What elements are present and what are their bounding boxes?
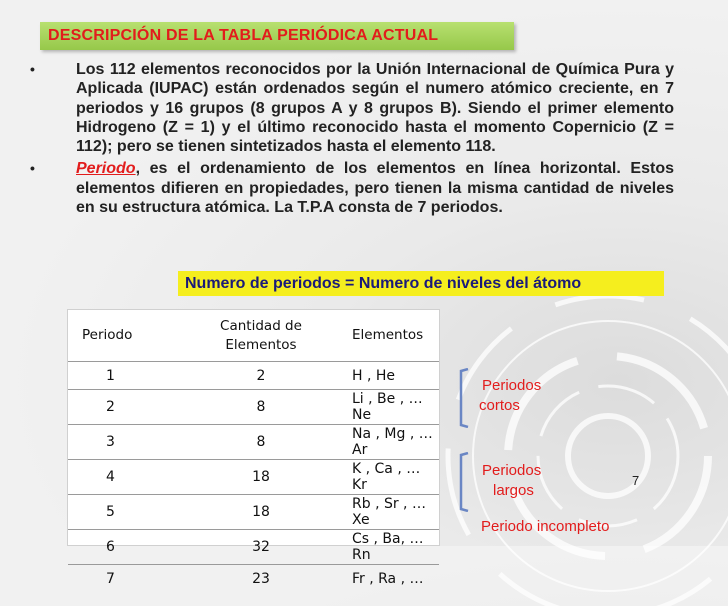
bullet-text xyxy=(76,159,674,217)
table-row xyxy=(68,460,439,495)
bullet-dot-icon: • xyxy=(30,160,35,177)
cell-cantidad: 8 xyxy=(256,399,266,416)
cell-cantidad: 18 xyxy=(252,469,270,486)
bullet-item-periodo xyxy=(30,159,674,217)
table-row xyxy=(68,390,439,425)
cell-periodo: 2 xyxy=(106,399,115,416)
cell-periodo: 6 xyxy=(106,539,115,556)
header-elementos: Elementos xyxy=(352,327,424,343)
periodo-term: Periodo xyxy=(76,160,136,178)
bracket-icon-cortos xyxy=(456,368,470,428)
note-periodos-largos xyxy=(482,461,541,501)
cell-periodo: 4 xyxy=(106,469,115,486)
cell-elementos: Li , Be , … Ne xyxy=(352,391,423,424)
cell-periodo: 7 xyxy=(106,570,115,587)
table-row xyxy=(68,425,439,460)
bullet-dot-icon: • xyxy=(30,61,35,77)
cell-elementos: H , He xyxy=(352,367,396,384)
note-largos-line1: Periodos xyxy=(482,462,542,479)
cell-cantidad: 2 xyxy=(256,367,266,384)
cell-elementos: Cs , Ba, … Rn xyxy=(352,531,424,564)
header-periodo: Periodo xyxy=(82,327,133,343)
note-periodo-incompleto: Periodo incompleto xyxy=(481,518,610,535)
note-cortos-line2: cortos xyxy=(479,397,520,414)
table-row xyxy=(68,495,439,530)
highlight-text: Numero de periodos = Numero de niveles del átomo xyxy=(185,274,582,292)
note-periodos-cortos xyxy=(479,376,542,416)
note-largos-line2: largos xyxy=(493,482,534,499)
table-row xyxy=(68,530,439,565)
slide-title: DESCRIPCIÓN DE LA TABLA PERIÓDICA ACTUAL xyxy=(48,27,439,44)
highlight-box xyxy=(178,271,664,296)
header-cantidad-line2: Elementos xyxy=(225,336,297,353)
header-cantidad-line1: Cantidad de xyxy=(220,317,302,334)
page-number: 7 xyxy=(632,473,640,488)
table-header-row xyxy=(68,310,439,362)
periodo-definition: , es el ordenamiento de los elementos en línea horizontal. Estos elementos difieren en propiedades, pero tienen la misma cantidad de niveles en su estructura atómica. La T.P.A consta de 7 periodos. xyxy=(76,160,674,217)
cell-elementos: Na , Mg , … Ar xyxy=(352,426,433,459)
bracket-icon-largos xyxy=(456,452,470,512)
cell-cantidad: 23 xyxy=(252,570,270,587)
note-cortos-line1: Periodos xyxy=(482,377,542,394)
cell-cantidad: 32 xyxy=(252,539,270,556)
cell-periodo: 5 xyxy=(106,504,115,521)
periods-table xyxy=(68,310,439,592)
header-cantidad xyxy=(200,310,322,362)
bullet-item-iupac xyxy=(30,60,674,156)
cell-elementos: K , Ca , … Kr xyxy=(352,461,421,494)
periods-table-container xyxy=(67,309,440,587)
cell-periodo: 1 xyxy=(106,367,115,384)
slide-title-bar xyxy=(40,22,514,50)
cell-elementos: Rb , Sr , … Xe xyxy=(352,496,426,529)
table-row xyxy=(68,565,439,593)
cell-periodo: 3 xyxy=(106,434,115,451)
cell-cantidad: 8 xyxy=(256,434,266,451)
table-row xyxy=(68,362,439,390)
cell-elementos: Fr , Ra , … xyxy=(352,570,424,587)
cell-cantidad: 18 xyxy=(252,504,270,521)
bullet-list xyxy=(30,60,674,217)
bullet-text: Los 112 elementos reconocidos por la Unión Internacional de Química Pura y Aplicada (IUPAC) están ordenados según el numero atómico creciente, en 7 periodos y 16 grupos (8 grupos A y 8 grupos B). Siendo el primer elemento Hidrogeno (Z = 1) y el último reconocido hasta el momento Copernicio (Z = 112); pero se tienen sintetizados hasta el elemento 118. xyxy=(76,61,674,156)
